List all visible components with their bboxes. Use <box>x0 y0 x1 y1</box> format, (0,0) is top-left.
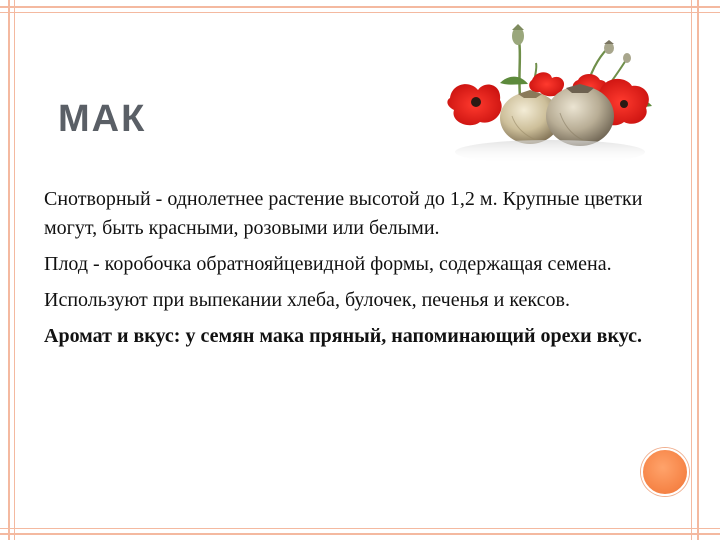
slide-title: МАК <box>58 98 147 140</box>
content-body <box>44 185 654 358</box>
border-left-inner <box>14 0 15 540</box>
paragraph-aroma: Аромат и вкус: у семян мака пряный, напоминающий орехи вкус. <box>44 325 642 347</box>
poppy-flowers-image <box>440 18 665 168</box>
border-bottom-inner <box>0 528 720 529</box>
border-right-inner <box>691 0 692 540</box>
border-right-outer <box>697 0 699 540</box>
border-top-inner <box>0 12 720 13</box>
border-top-outer <box>0 6 720 8</box>
border-bottom-outer <box>0 533 720 535</box>
border-left-outer <box>8 0 10 540</box>
paragraph-usage: Используют при выпекании хлеба, булочек, печенья и кексов. <box>44 289 570 311</box>
orange-circle-icon <box>641 448 689 496</box>
paragraph-description: Снотворный - однолетнее растение высотой до 1,2 м. Крупные цветки могут, быть красными, розовыми или белыми. <box>44 188 643 239</box>
paragraph-fruit: Плод - коробочка обратнояйцевидной формы, содержащая семена. <box>44 253 612 275</box>
